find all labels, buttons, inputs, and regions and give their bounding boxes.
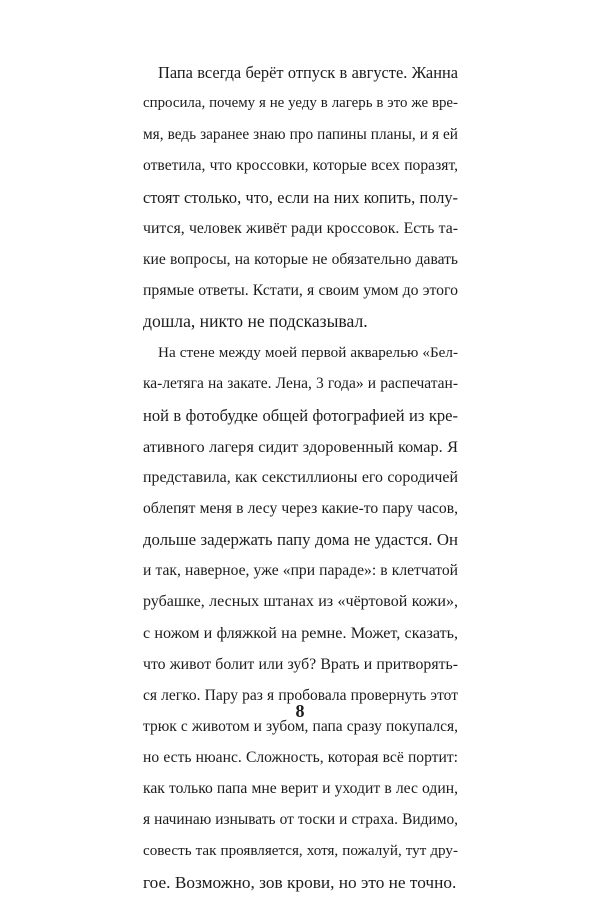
text-line: кие вопросы, на которые не обязательно давать (143, 250, 458, 268)
text-line: дольше задержать папу дома не удастся. Он (143, 530, 458, 550)
text-line: ка-летяга на закате. Лена, 3 года» и распечатан- (143, 375, 458, 393)
text-line: стоят столько, что, если на них копить, полу- (143, 187, 458, 207)
text-line: облепят меня в лесу через какие-то пару часов, (143, 499, 458, 517)
page-number: 8 (295, 701, 305, 721)
text-line: ся легко. Пару раз я пробовала провернуть этот (143, 686, 458, 704)
text-line: ативного лагеря сидит здоровенный комар. Я (143, 436, 458, 456)
text-line: но есть нюанс. Сложность, которая всё портит: (143, 749, 458, 767)
text-line: совесть так проявляется, хотя, пожалуй, тут дру- (143, 842, 458, 859)
text-line: На стене между моей первой акварелью «Бел- (158, 344, 458, 362)
text-line: спросила, почему я не уеду в лагерь в это же вре- (143, 95, 458, 112)
text-line: прямые ответы. Кстати, я своим умом до этого (143, 281, 458, 299)
text-line: ответила, что кроссовки, которые всех поразят, (143, 157, 458, 175)
paragraph-2 (143, 337, 458, 898)
text-line: трюк с животом и зубом, папа сразу покупался, (143, 717, 458, 735)
text-line: рубашке, лесных штанах из «чёртовой кожи», (143, 593, 458, 611)
text-column (143, 57, 458, 898)
text-line: дошла, никто не подсказывал. (143, 311, 368, 332)
text-line: как только папа мне верит и уходит в лес один, (143, 780, 458, 798)
text-line: гое. Возможно, зов крови, но это не точно. (143, 872, 457, 892)
text-line: я начинаю изнывать от тоски и страха. Видимо, (143, 811, 458, 829)
paragraph-1 (143, 57, 458, 337)
text-line: и так, наверное, уже «при параде»: в клетчатой (143, 562, 458, 580)
text-line: представила, как секстиллионы его сородичей (143, 468, 458, 486)
text-line: ной в фотобудке общей фотографией из кре- (143, 405, 458, 425)
text-line: что живот болит или зуб? Врать и притворять- (143, 655, 458, 673)
text-line: чится, человек живёт ради кроссовок. Есть та- (143, 219, 458, 237)
text-line: Папа всегда берёт отпуск в августе. Жанна (158, 63, 458, 82)
text-line: мя, ведь заранее знаю про папины планы, и я ей (143, 126, 458, 144)
text-line: с ножом и фляжкой на ремне. Может, сказать, (143, 624, 458, 642)
